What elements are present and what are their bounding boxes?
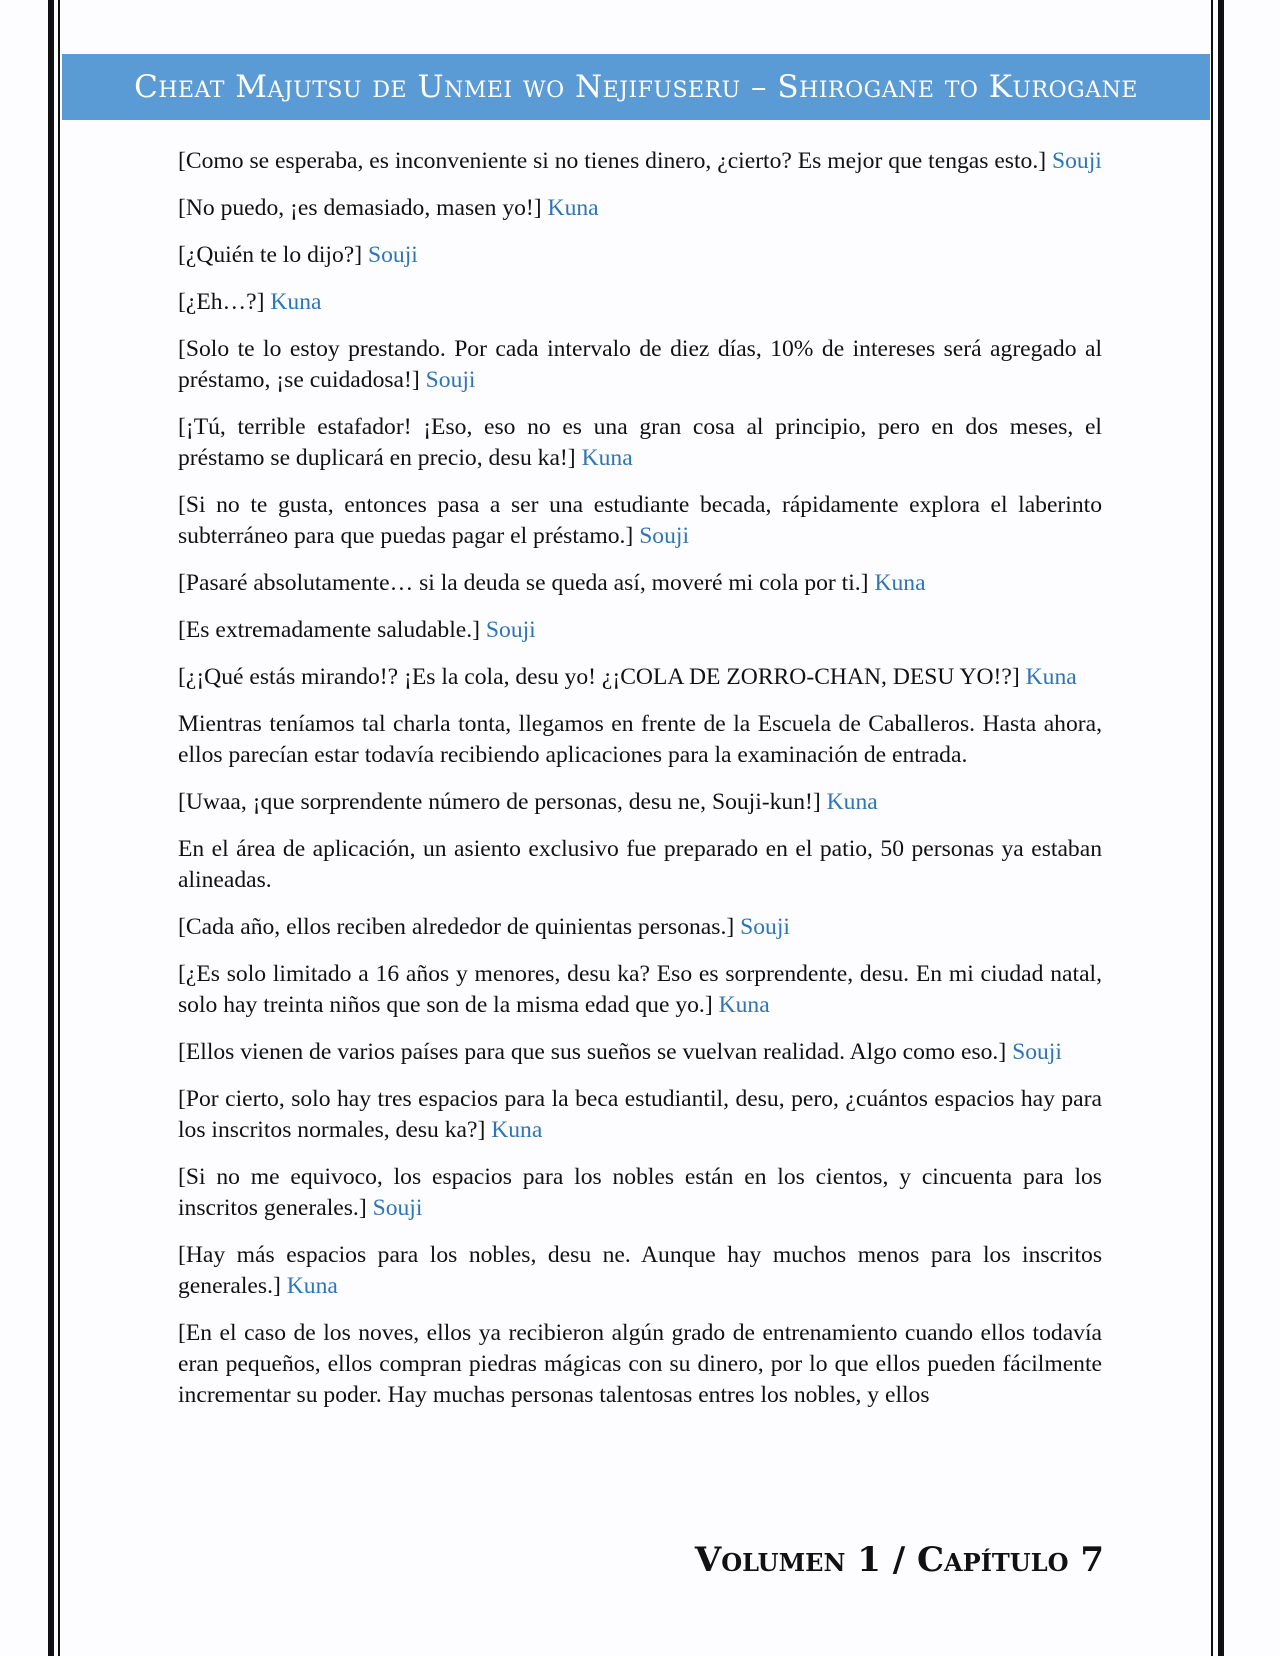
speaker-name: Kuna (547, 195, 599, 221)
paragraph-text: [Pasaré absolutamente… si la deuda se queda así, moveré mi cola por ti.] (178, 570, 875, 596)
paragraph (178, 615, 1102, 646)
speaker-name: Souji (372, 1195, 423, 1221)
paragraph-text: Mientras teníamos tal charla tonta, llegamos en frente de la Escuela de Caballeros. Hasta ahora, ellos parecían estar todavía recibiendo aplicaciones para la examinación de entrada. (178, 711, 1102, 768)
paragraph (178, 412, 1102, 474)
paragraph (178, 240, 1102, 271)
speaker-name: Souji (1052, 148, 1102, 174)
paragraph (178, 1084, 1102, 1146)
paragraph-text: [Ellos vienen de varios países para que sus sueños se vuelvan realidad. Algo como eso.] (178, 1039, 1013, 1065)
paragraph (178, 490, 1102, 552)
paragraph (178, 334, 1102, 396)
paragraph (178, 959, 1102, 1021)
chapter-text (178, 146, 1102, 1427)
speaker-name: Kuna (286, 1273, 338, 1299)
page-border-left-inner (58, 0, 60, 1656)
page-title: Cheat Majutsu de Unmei wo Nejifuseru – Shirogane to Kurogane (134, 69, 1138, 105)
paragraph-text: [¿¡Qué estás mirando!? ¡Es la cola, desu yo! ¿¡COLA DE ZORRO-CHAN, DESU YO!?] (178, 664, 1026, 690)
speaker-name: Kuna (826, 789, 878, 815)
paragraph-text: [Solo te lo estoy prestando. Por cada intervalo de diez días, 10% de intereses será agregado al préstamo, ¡se cuidadosa!] (178, 336, 1102, 393)
paragraph-text: [Uwaa, ¡que sorprendente número de personas, desu ne, Souji-kun!] (178, 789, 827, 815)
paragraph-text: [Es extremadamente saludable.] (178, 617, 486, 643)
paragraph (178, 1240, 1102, 1302)
paragraph (178, 146, 1102, 177)
chapter-label: Volumen 1 / Capítulo 7 (694, 1540, 1104, 1580)
paragraph-text: [Por cierto, solo hay tres espacios para la beca estudiantil, desu, pero, ¿cuántos espacios hay para los inscritos normales, desu ka?] (178, 1086, 1102, 1143)
paragraph (178, 1318, 1102, 1411)
page-border-left (48, 0, 54, 1656)
paragraph-text: En el área de aplicación, un asiento exclusivo fue preparado en el patio, 50 personas ya estaban alineadas. (178, 836, 1102, 893)
speaker-name: Souji (1012, 1039, 1062, 1065)
page-border-right (1218, 0, 1224, 1656)
paragraph-text: [¿Quién te lo dijo?] (178, 242, 368, 268)
speaker-name: Souji (368, 242, 418, 268)
paragraph-text: [No puedo, ¡es demasiado, masen yo!] (178, 195, 548, 221)
speaker-name: Kuna (270, 289, 322, 315)
paragraph (178, 662, 1102, 693)
paragraph (178, 834, 1102, 896)
paragraph (178, 912, 1102, 943)
paragraph (178, 568, 1102, 599)
paragraph (178, 709, 1102, 771)
header-banner (62, 54, 1210, 120)
paragraph (178, 787, 1102, 818)
paragraph-text: [Si no me equivoco, los espacios para los nobles están en los cientos, y cincuenta para los inscritos generales.] (178, 1164, 1102, 1221)
paragraph-text: [Como se esperaba, es inconveniente si no tienes dinero, ¿cierto? Es mejor que tengas esto.] (178, 148, 1052, 174)
paragraph-text: [¿Es solo limitado a 16 años y menores, desu ka? Eso es sorprendente, desu. En mi ciudad natal, solo hay treinta niños que son de la misma edad que yo.] (178, 961, 1102, 1018)
speaker-name: Souji (485, 617, 536, 643)
paragraph (178, 193, 1102, 224)
paragraph-text: [¿Eh…?] (178, 289, 271, 315)
paragraph-text: [En el caso de los noves, ellos ya recibieron algún grado de entrenamiento cuando ellos todavía eran pequeños, ellos compran piedras mágicas con su dinero, por lo que ellos pueden fácilmente incrementar su poder. Hay muchas personas talentosas entres los nobles, y ellos (178, 1320, 1102, 1408)
speaker-name: Kuna (874, 570, 926, 596)
paragraph-text: [¡Tú, terrible estafador! ¡Eso, eso no es una gran cosa al principio, pero en dos meses, el préstamo se duplicará en precio, desu ka!] (178, 414, 1102, 471)
paragraph-text: [Cada año, ellos reciben alrededor de quinientas personas.] (178, 914, 741, 940)
speaker-name: Kuna (718, 992, 770, 1018)
speaker-name: Souji (639, 523, 690, 549)
speaker-name: Kuna (491, 1117, 543, 1143)
speaker-name: Souji (425, 367, 476, 393)
speaker-name: Kuna (1025, 664, 1077, 690)
paragraph-text: [Si no te gusta, entonces pasa a ser una estudiante becada, rápidamente explora el laberinto subterráneo para que puedas pagar el préstamo.] (178, 492, 1102, 549)
paragraph (178, 287, 1102, 318)
speaker-name: Souji (740, 914, 790, 940)
paragraph (178, 1037, 1102, 1068)
page-border-right-inner (1211, 0, 1213, 1656)
speaker-name: Kuna (581, 445, 633, 471)
paragraph-text: [Hay más espacios para los nobles, desu ne. Aunque hay muchos menos para los inscritos generales.] (178, 1242, 1102, 1299)
paragraph (178, 1162, 1102, 1224)
